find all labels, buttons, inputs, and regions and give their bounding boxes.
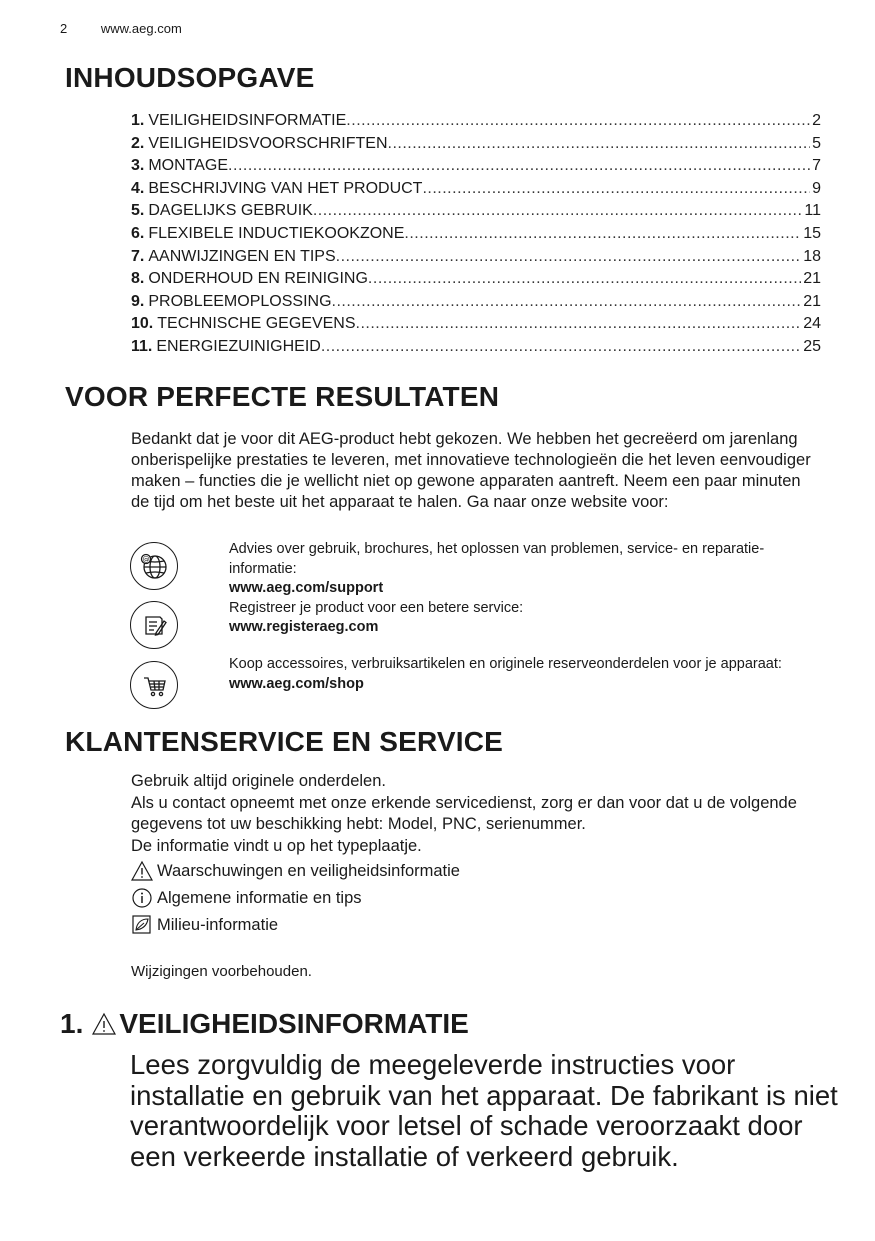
legend-info-label: Algemene informatie en tips (157, 888, 362, 907)
register-link[interactable]: www.registeraeg.com (229, 619, 379, 635)
toc-entry-number: 3. (131, 157, 145, 175)
toc-entry-page: 25 (803, 337, 821, 355)
perfect-results-title: VOOR PERFECTE RESULTATEN (65, 381, 500, 412)
toc-entry-label: VEILIGHEIDSVOORSCHRIFTEN (148, 134, 388, 152)
toc-entry-page: 24 (803, 315, 821, 333)
toc-entry-page: 7 (812, 157, 821, 175)
legend-info (131, 887, 362, 909)
toc-entry[interactable] (131, 248, 821, 271)
safety-intro-text: Lees zorgvuldig de meegeleverde instructies voor installatie en gebruik van het apparaat. De fabrikant is niet verantwoordelijk voor letsel of schade veroorzaakt door een verkeerde installatie of verkeerd gebruik. (130, 1049, 838, 1172)
toc-entry-number: 6. (131, 224, 145, 242)
shop-link[interactable]: www.aeg.com/shop (229, 675, 364, 692)
globe-support-icon (130, 542, 178, 590)
toc-entry-label: ONDERHOUD EN REINIGING (148, 270, 368, 288)
toc-entry-label: BESCHRIJVING VAN HET PRODUCT (148, 179, 423, 197)
toc-entry-label: PROBLEEMOPLOSSING (148, 292, 332, 310)
toc-dot-leader (346, 112, 810, 130)
support-link[interactable]: www.aeg.com/support (229, 580, 384, 596)
toc-entry-number: 11. (131, 337, 153, 355)
toc-entry-page: 15 (803, 224, 821, 242)
toc-entry-number: 7. (131, 247, 145, 265)
intro-paragraph: Bedankt dat je voor dit AEG-product hebt gekozen. We hebben het gecreëerd om jarenlang onberispelijke prestaties te leveren, met innovatieve technologieën die het leven eenvoudiger maken – functies die je wellicht niet op gewone apparaten aantreft. Neem een paar minuten de tijd om het beste uit het apparaat te halen. Ga naar onze website voor: (131, 430, 811, 511)
toc-entry-number: 8. (131, 270, 145, 288)
section-1-title: VEILIGHEIDSINFORMATIE (119, 1008, 469, 1039)
toc-entry-label: DAGELIJKS GEBRUIK (148, 202, 313, 220)
warning-triangle-icon (91, 1012, 117, 1036)
toc-entry-page: 21 (803, 292, 821, 310)
toc-dot-leader (228, 157, 810, 175)
toc-dot-leader (336, 248, 802, 266)
page-number: 2 (60, 21, 68, 36)
toc-entry-number: 2. (131, 134, 145, 152)
warning-triangle-icon (131, 860, 153, 882)
toc-entry[interactable] (131, 225, 821, 248)
toc-entry-number: 9. (131, 292, 145, 310)
original-parts-line: Gebruik altijd originele onderdelen. (131, 772, 386, 790)
toc-entry-number: 1. (131, 112, 145, 129)
legend-environment-label: Milieu-informatie (157, 915, 279, 934)
toc-entry-label: ENERGIEZUINIGHEID (156, 337, 321, 355)
support-text: Advies over gebruik, brochures, het oplossen van problemen, service- en reparatie-informatie: (229, 541, 765, 577)
toc-dot-leader (356, 315, 802, 333)
legend-environment (131, 914, 278, 936)
header-url: www.aeg.com (100, 21, 182, 36)
toc-entry[interactable] (131, 202, 821, 225)
page-header (60, 21, 182, 36)
toc-title: INHOUDSOPGAVE (65, 62, 315, 93)
info-icon (131, 887, 153, 909)
toc-entry[interactable] (131, 135, 821, 158)
toc-entry-page: 18 (803, 247, 821, 265)
toc-entry[interactable] (131, 293, 821, 316)
toc-entry-label: MONTAGE (148, 157, 229, 175)
toc-entry-page: 21 (803, 270, 821, 288)
toc-entry[interactable] (131, 338, 821, 361)
toc-entry-label: VEILIGHEIDSINFORMATIE (148, 112, 347, 129)
toc-entry-number: 5. (131, 202, 145, 220)
toc-dot-leader (368, 270, 801, 288)
toc-entry[interactable] (131, 180, 821, 203)
shopping-cart-icon (130, 661, 178, 709)
leaf-environment-icon (131, 914, 153, 936)
toc-dot-leader (388, 135, 811, 153)
toc-entry-label: FLEXIBELE INDUCTIEKOOKZONE (148, 224, 405, 242)
toc-dot-leader (313, 202, 803, 220)
section-1-heading (60, 1008, 469, 1040)
legend-warning (131, 860, 460, 882)
svg-text:@: @ (142, 555, 150, 564)
register-text: Registreer je product voor een betere service: (229, 599, 524, 616)
toc-dot-leader (332, 293, 802, 311)
section-1-number: 1. (60, 1008, 84, 1039)
contact-line: Als u contact opneemt met onze erkende servicedienst, zorg er dan voor dat u de volgende gegevens tot uw beschikking hebt: Model, PNC, serienummer. (131, 793, 797, 833)
registration-form-icon (130, 601, 178, 649)
support-info (229, 540, 829, 638)
table-of-contents (131, 112, 821, 361)
legend-warning-label: Waarschuwingen en veiligheidsinformatie (157, 861, 460, 880)
toc-entry[interactable] (131, 112, 821, 135)
toc-entry-page: 11 (804, 202, 821, 220)
type-plate-line: De informatie vindt u op het typeplaatje. (131, 836, 422, 855)
toc-entry-label: TECHNISCHE GEGEVENS (157, 315, 356, 333)
toc-entry[interactable] (131, 157, 821, 180)
toc-entry-page: 9 (812, 179, 821, 197)
toc-dot-leader (404, 225, 801, 243)
shop-info (229, 655, 829, 694)
changes-reserved-note: Wijzigingen voorbehouden. (131, 963, 312, 980)
toc-entry-number: 10. (131, 315, 154, 333)
customer-service-title: KLANTENSERVICE EN SERVICE (65, 726, 504, 757)
toc-dot-leader (321, 338, 801, 356)
toc-entry-number: 4. (131, 179, 145, 197)
toc-dot-leader (422, 180, 810, 198)
toc-entry-label: AANWIJZINGEN EN TIPS (148, 247, 336, 265)
toc-entry[interactable] (131, 270, 821, 293)
toc-entry-page: 2 (812, 112, 821, 129)
toc-entry-page: 5 (812, 134, 821, 152)
customer-service-body (131, 771, 831, 857)
shop-text: Koop accessoires, verbruiksartikelen en originele reserveonderdelen voor je apparaat: (229, 656, 782, 672)
toc-entry[interactable] (131, 315, 821, 338)
